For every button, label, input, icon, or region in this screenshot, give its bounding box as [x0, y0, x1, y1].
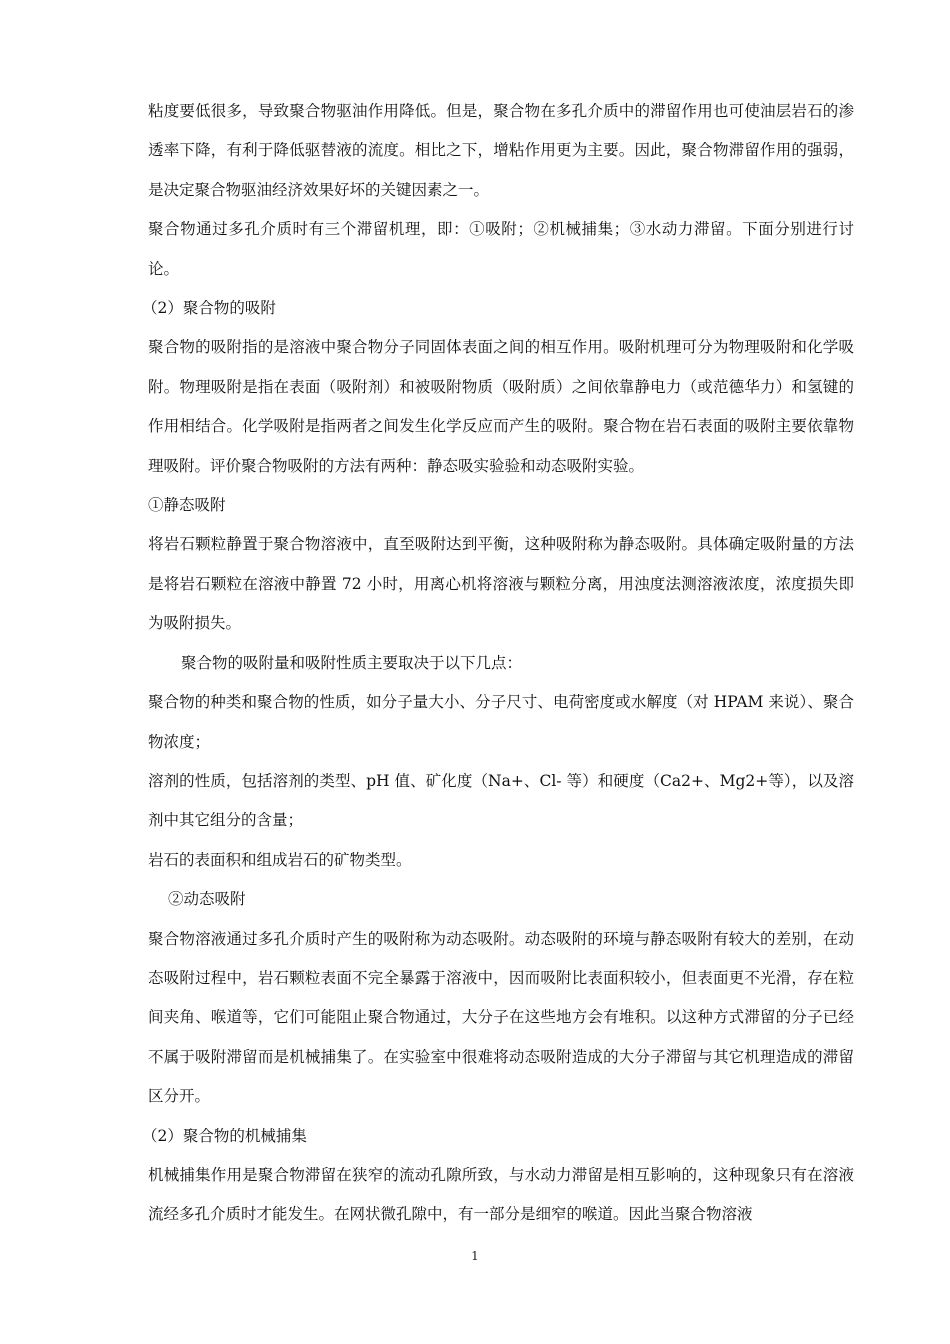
paragraph-adsorption-definition: 聚合物的吸附指的是溶液中聚合物分子同固体表面之间的相互作用。吸附机理可分为物理吸附和化学吸附。物理吸附是指在表面（吸附剂）和被吸附物质（吸附质）之间依靠静电力（或范德华力）和氢键的作用相结合。化学吸附是指两者之间发生化学反应而产生的吸附。聚合物在岩石表面的吸附主要依靠物理吸附。评价聚合物吸附的方法有两种：静态吸实验验和动态吸附实验。: [148, 338, 854, 475]
document-body: [142, 92, 854, 1235]
section-heading-polymer-adsorption: （2）聚合物的吸附: [142, 299, 276, 318]
subheading-static-adsorption: ①静态吸附: [148, 496, 226, 515]
paragraph-factor-rock: 岩石的表面积和组成岩石的矿物类型。: [148, 850, 412, 869]
paragraph-adsorption-factors-intro: 聚合物的吸附量和吸附性质主要取决于以下几点：: [181, 653, 523, 672]
paragraph-factor-polymer: 聚合物的种类和聚合物的性质，如分子量大小、分子尺寸、电荷密度或水解度（对 HPAM 来说）、聚合物浓度；: [148, 693, 854, 751]
paragraph-polymer-retention-effect: 粘度要低很多，导致聚合物驱油作用降低。但是，聚合物在多孔介质中的滞留作用也可使油层岩石的渗透率下降，有利于降低驱替液的流度。相比之下，增粘作用更为主要。因此，聚合物滞留作用的强弱，是决定聚合物驱油经济效果好坏的关键因素之一。: [148, 102, 854, 199]
paragraph-static-adsorption: 将岩石颗粒静置于聚合物溶液中，直至吸附达到平衡，这种吸附称为静态吸附。具体确定吸附量的方法是将岩石颗粒在溶液中静置 72 小时，用离心机将溶液与颗粒分离，用浊度法测溶液浓度，浓度损失即为吸附损失。: [148, 535, 854, 633]
paragraph-retention-mechanisms: 聚合物通过多孔介质时有三个滞留机理，即：①吸附；②机械捕集；③水动力滞留。下面分别进行讨论。: [148, 220, 854, 278]
paragraph-mechanical-trapping: 机械捕集作用是聚合物滞留在狭窄的流动孔隙所致，与水动力滞留是相互影响的，这种现象只有在溶液流经多孔介质时才能发生。在网状微孔隙中，有一部分是细窄的喉道。因此当聚合物溶液: [148, 1165, 854, 1224]
section-heading-mechanical-trapping: （2）聚合物的机械捕集: [142, 1126, 307, 1145]
paragraph-dynamic-adsorption: 聚合物溶液通过多孔介质时产生的吸附称为动态吸附。动态吸附的环境与静态吸附有较大的差别，在动态吸附过程中，岩石颗粒表面不完全暴露于溶液中，因而吸附比表面积较小，但表面更不光滑，存在粒间夹角、喉道等，它们可能阻止聚合物通过，大分子在这些地方会有堆积。以这种方式滞留的分子已经不属于吸附滞留而是机械捕集了。在实验室中很难将动态吸附造成的大分子滞留与其它机理造成的滞留区分开。: [148, 929, 854, 1106]
paragraph-factor-solvent: 溶剂的性质，包括溶剂的类型、pH 值、矿化度（Na+、Cl- 等）和硬度（Ca2+、Mg2+等），以及溶剂中其它组分的含量；: [148, 771, 854, 830]
subheading-dynamic-adsorption: ②动态吸附: [168, 890, 246, 909]
page-number: 1: [471, 1249, 479, 1263]
